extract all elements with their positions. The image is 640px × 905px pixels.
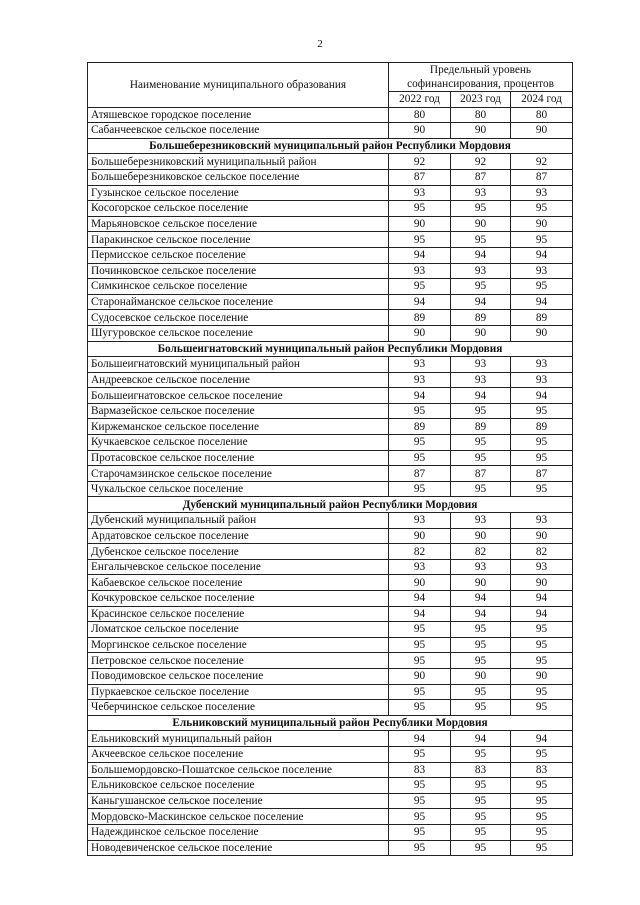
value-2022: 95 (389, 201, 451, 217)
value-2023: 94 (451, 247, 511, 263)
table-row (88, 263, 573, 279)
value-2022: 93 (389, 357, 451, 373)
municipality-name: Паракинское сельское поселение (88, 232, 389, 248)
value-2024: 95 (511, 809, 573, 825)
district-header-row (88, 341, 573, 357)
value-2022: 94 (389, 388, 451, 404)
value-2023: 93 (451, 372, 511, 388)
table-row (88, 232, 573, 248)
table-row (88, 294, 573, 310)
value-2024: 87 (511, 169, 573, 185)
value-2022: 90 (389, 325, 451, 341)
value-2023: 87 (451, 466, 511, 482)
municipality-name: Дубенское сельское поселение (88, 544, 389, 560)
value-2024: 94 (511, 591, 573, 607)
table-row (88, 653, 573, 669)
municipality-name: Моргинское сельское поселение (88, 637, 389, 653)
municipality-name: Старонайманское сельское поселение (88, 294, 389, 310)
value-2024: 95 (511, 778, 573, 794)
value-2023: 87 (451, 169, 511, 185)
municipality-name: Акчеевское сельское поселение (88, 746, 389, 762)
value-2023: 95 (451, 684, 511, 700)
municipality-name: Большеберезниковский муниципальный район (88, 154, 389, 170)
value-2023: 90 (451, 668, 511, 684)
value-2024: 94 (511, 294, 573, 310)
value-2023: 95 (451, 824, 511, 840)
value-2023: 95 (451, 279, 511, 295)
value-2022: 95 (389, 435, 451, 451)
table-row (88, 762, 573, 778)
value-2024: 80 (511, 107, 573, 123)
value-2024: 95 (511, 637, 573, 653)
municipality-name: Косогорское сельское поселение (88, 201, 389, 217)
value-2022: 95 (389, 840, 451, 856)
value-2022: 89 (389, 310, 451, 326)
value-2023: 93 (451, 357, 511, 373)
value-2022: 95 (389, 481, 451, 497)
value-2023: 80 (451, 107, 511, 123)
value-2024: 95 (511, 840, 573, 856)
table-row (88, 544, 573, 560)
header-year-2022: 2022 год (389, 92, 451, 108)
value-2023: 93 (451, 513, 511, 529)
value-2022: 93 (389, 263, 451, 279)
value-2023: 95 (451, 746, 511, 762)
table-row (88, 450, 573, 466)
value-2022: 95 (389, 700, 451, 716)
table-row (88, 357, 573, 373)
table-row (88, 591, 573, 607)
header-row-top (88, 63, 573, 92)
municipality-name: Большемордовско-Пошатское сельское поселение (88, 762, 389, 778)
value-2024: 95 (511, 232, 573, 248)
value-2022: 95 (389, 809, 451, 825)
municipality-name: Симкинское сельское поселение (88, 279, 389, 295)
value-2024: 95 (511, 435, 573, 451)
value-2022: 95 (389, 450, 451, 466)
value-2023: 95 (451, 403, 511, 419)
table-row (88, 279, 573, 295)
value-2024: 90 (511, 575, 573, 591)
page-number: 2 (317, 38, 323, 50)
value-2024: 95 (511, 746, 573, 762)
municipality-name: Ардатовское сельское поселение (88, 528, 389, 544)
value-2022: 90 (389, 123, 451, 139)
municipality-name: Кочкуровское сельское поселение (88, 591, 389, 607)
value-2023: 95 (451, 201, 511, 217)
municipality-name: Протасовское сельское поселение (88, 450, 389, 466)
municipality-name: Чукальское сельское поселение (88, 481, 389, 497)
table-row (88, 575, 573, 591)
value-2022: 90 (389, 575, 451, 591)
value-2023: 95 (451, 481, 511, 497)
municipality-name: Пуркаевское сельское поселение (88, 684, 389, 700)
value-2023: 94 (451, 388, 511, 404)
municipality-name: Мордовско-Маскинское сельское поселение (88, 809, 389, 825)
municipality-name: Судосевское сельское поселение (88, 310, 389, 326)
value-2023: 95 (451, 793, 511, 809)
value-2022: 94 (389, 606, 451, 622)
table-body (88, 107, 573, 856)
value-2023: 94 (451, 731, 511, 747)
table-row (88, 606, 573, 622)
value-2024: 93 (511, 357, 573, 373)
value-2023: 95 (451, 232, 511, 248)
value-2023: 95 (451, 653, 511, 669)
value-2024: 95 (511, 450, 573, 466)
value-2023: 93 (451, 263, 511, 279)
value-2023: 95 (451, 622, 511, 638)
table-row (88, 840, 573, 856)
municipality-name: Гузынское сельское поселение (88, 185, 389, 201)
value-2022: 93 (389, 372, 451, 388)
value-2024: 90 (511, 668, 573, 684)
municipality-name: Ломатское сельское поселение (88, 622, 389, 638)
table-row (88, 216, 573, 232)
value-2024: 89 (511, 310, 573, 326)
value-2022: 90 (389, 528, 451, 544)
value-2022: 95 (389, 746, 451, 762)
value-2023: 90 (451, 575, 511, 591)
value-2022: 95 (389, 279, 451, 295)
value-2023: 95 (451, 637, 511, 653)
header-level (389, 63, 573, 92)
value-2024: 93 (511, 372, 573, 388)
value-2024: 95 (511, 201, 573, 217)
value-2024: 83 (511, 762, 573, 778)
table-row (88, 793, 573, 809)
municipality-name: Ельниковское сельское поселение (88, 778, 389, 794)
municipality-name: Красинское сельское поселение (88, 606, 389, 622)
value-2024: 95 (511, 793, 573, 809)
value-2022: 83 (389, 762, 451, 778)
table-row (88, 513, 573, 529)
municipality-name: Шугуровское сельское поселение (88, 325, 389, 341)
value-2022: 95 (389, 232, 451, 248)
municipality-name: Большеигнатовское сельское поселение (88, 388, 389, 404)
value-2024: 94 (511, 606, 573, 622)
value-2022: 90 (389, 668, 451, 684)
value-2024: 89 (511, 419, 573, 435)
value-2023: 90 (451, 528, 511, 544)
value-2024: 82 (511, 544, 573, 560)
table-row (88, 169, 573, 185)
value-2022: 87 (389, 169, 451, 185)
table-row (88, 684, 573, 700)
value-2022: 95 (389, 622, 451, 638)
municipality-name: Енгалычевское сельское поселение (88, 559, 389, 575)
value-2022: 94 (389, 247, 451, 263)
municipality-name: Киржеманское сельское поселение (88, 419, 389, 435)
value-2024: 93 (511, 513, 573, 529)
value-2023: 89 (451, 310, 511, 326)
value-2024: 90 (511, 216, 573, 232)
value-2023: 95 (451, 450, 511, 466)
municipality-name: Поводимовское сельское поселение (88, 668, 389, 684)
table-row (88, 466, 573, 482)
table-row (88, 123, 573, 139)
value-2022: 94 (389, 731, 451, 747)
table-row (88, 622, 573, 638)
municipality-name: Вармазейское сельское поселение (88, 403, 389, 419)
value-2023: 90 (451, 325, 511, 341)
value-2022: 93 (389, 513, 451, 529)
table-row (88, 746, 573, 762)
value-2024: 95 (511, 700, 573, 716)
value-2022: 93 (389, 185, 451, 201)
table-row (88, 247, 573, 263)
table-row (88, 325, 573, 341)
district-header-row (88, 715, 573, 731)
value-2023: 93 (451, 185, 511, 201)
value-2024: 95 (511, 481, 573, 497)
value-2024: 95 (511, 824, 573, 840)
value-2023: 95 (451, 700, 511, 716)
municipality-name: Сабанчеевское сельское поселение (88, 123, 389, 139)
table-row (88, 824, 573, 840)
value-2024: 90 (511, 325, 573, 341)
value-2022: 92 (389, 154, 451, 170)
table-row (88, 700, 573, 716)
cofinancing-table (87, 62, 573, 856)
table-row (88, 201, 573, 217)
value-2024: 87 (511, 466, 573, 482)
value-2022: 90 (389, 216, 451, 232)
municipality-name: Большеберезниковское сельское поселение (88, 169, 389, 185)
value-2024: 94 (511, 247, 573, 263)
value-2023: 82 (451, 544, 511, 560)
value-2024: 94 (511, 731, 573, 747)
municipality-name: Старочамзинское сельское поселение (88, 466, 389, 482)
value-2024: 93 (511, 263, 573, 279)
value-2022: 95 (389, 637, 451, 653)
value-2022: 94 (389, 591, 451, 607)
table-row (88, 778, 573, 794)
value-2024: 95 (511, 622, 573, 638)
header-level-line2: софинансирования, процентов (407, 78, 554, 90)
municipality-name: Петровское сельское поселение (88, 653, 389, 669)
header-year-2024: 2024 год (511, 92, 573, 108)
value-2022: 95 (389, 793, 451, 809)
value-2022: 95 (389, 778, 451, 794)
table-row (88, 559, 573, 575)
municipality-name: Новодевиченское сельское поселение (88, 840, 389, 856)
table-row (88, 481, 573, 497)
municipality-name: Атяшевское городское поселение (88, 107, 389, 123)
municipality-name: Кучкаевское сельское поселение (88, 435, 389, 451)
header-year-2023: 2023 год (451, 92, 511, 108)
table-row (88, 372, 573, 388)
value-2024: 95 (511, 279, 573, 295)
value-2024: 94 (511, 388, 573, 404)
municipality-name: Каньгушанское сельское поселение (88, 793, 389, 809)
district-name: Дубенский муниципальный район Республики Мордовия (88, 497, 573, 513)
district-name: Ельниковский муниципальный район Республики Мордовия (88, 715, 573, 731)
municipality-name: Чеберчинское сельское поселение (88, 700, 389, 716)
value-2022: 82 (389, 544, 451, 560)
table-row (88, 731, 573, 747)
value-2022: 95 (389, 684, 451, 700)
table-row (88, 435, 573, 451)
value-2024: 95 (511, 403, 573, 419)
municipality-name: Пермисское сельское поселение (88, 247, 389, 263)
value-2023: 93 (451, 559, 511, 575)
table-row (88, 528, 573, 544)
table-row (88, 403, 573, 419)
value-2022: 87 (389, 466, 451, 482)
value-2023: 95 (451, 435, 511, 451)
value-2022: 89 (389, 419, 451, 435)
header-level-line1: Предельный уровень (429, 64, 532, 76)
value-2023: 94 (451, 294, 511, 310)
value-2023: 90 (451, 123, 511, 139)
table-row (88, 637, 573, 653)
value-2024: 95 (511, 684, 573, 700)
district-header-row (88, 138, 573, 154)
value-2023: 94 (451, 591, 511, 607)
municipality-name: Дубенский муниципальный район (88, 513, 389, 529)
value-2024: 93 (511, 185, 573, 201)
table-row (88, 154, 573, 170)
table-row (88, 310, 573, 326)
municipality-name: Большеигнатовский муниципальный район (88, 357, 389, 373)
district-header-row (88, 497, 573, 513)
value-2022: 95 (389, 403, 451, 419)
municipality-name: Марьяновское сельское поселение (88, 216, 389, 232)
value-2022: 95 (389, 824, 451, 840)
value-2024: 93 (511, 559, 573, 575)
value-2023: 95 (451, 809, 511, 825)
value-2023: 95 (451, 778, 511, 794)
value-2023: 90 (451, 216, 511, 232)
value-2023: 92 (451, 154, 511, 170)
municipality-name: Андреевское сельское поселение (88, 372, 389, 388)
table-row (88, 809, 573, 825)
table-row (88, 419, 573, 435)
value-2024: 95 (511, 653, 573, 669)
table-row (88, 388, 573, 404)
district-name: Большеберезниковский муниципальный район Республики Мордовия (88, 138, 573, 154)
value-2023: 89 (451, 419, 511, 435)
district-name: Большеигнатовский муниципальный район Республики Мордовия (88, 341, 573, 357)
municipality-name: Надеждинское сельское поселение (88, 824, 389, 840)
value-2022: 93 (389, 559, 451, 575)
municipality-name: Починковское сельское поселение (88, 263, 389, 279)
value-2023: 83 (451, 762, 511, 778)
value-2022: 94 (389, 294, 451, 310)
value-2024: 90 (511, 528, 573, 544)
header-name-column: Наименование муниципального образования (88, 63, 389, 108)
value-2024: 92 (511, 154, 573, 170)
value-2022: 80 (389, 107, 451, 123)
value-2024: 90 (511, 123, 573, 139)
table-row (88, 668, 573, 684)
value-2022: 95 (389, 653, 451, 669)
value-2023: 95 (451, 840, 511, 856)
table-row (88, 107, 573, 123)
municipality-name: Кабаевское сельское поселение (88, 575, 389, 591)
value-2023: 94 (451, 606, 511, 622)
municipality-name: Ельниковский муниципальный район (88, 731, 389, 747)
table-row (88, 185, 573, 201)
